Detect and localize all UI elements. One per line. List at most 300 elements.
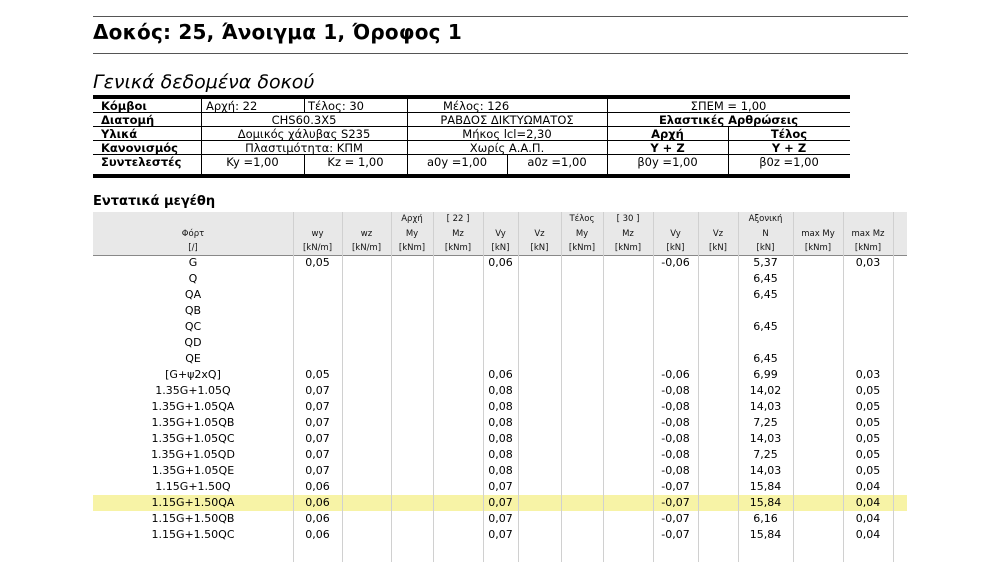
load-case-cell: QE: [185, 352, 201, 365]
value-cell: [603, 511, 653, 527]
results-column-divider: [698, 212, 699, 562]
value-cell: [561, 335, 603, 351]
results-header-cell: wy: [311, 229, 324, 239]
value-cell: [342, 255, 391, 271]
general-divider: [407, 99, 408, 174]
results-header-cell: Φόρτ: [181, 229, 205, 239]
value-cell: [603, 527, 653, 543]
table-row[interactable]: [93, 479, 907, 495]
results-header-cell: wz: [360, 229, 373, 239]
value-cell: [391, 351, 433, 367]
value-cell: [518, 431, 561, 447]
value-cell: 0,08: [488, 464, 513, 477]
general-value: Y + Z: [771, 141, 807, 155]
value-cell: -0,07: [661, 480, 690, 493]
value-cell: [603, 415, 653, 431]
value-cell: [603, 287, 653, 303]
value-cell: [391, 319, 433, 335]
value-cell: 0,07: [305, 448, 330, 461]
value-cell: [793, 495, 843, 511]
value-cell: 0,03: [855, 368, 881, 381]
general-row-materials: [93, 127, 850, 141]
value-cell: -0,07: [661, 512, 690, 525]
general-value: Ελαστικές Αρθρώσεις: [658, 113, 799, 127]
value-cell: 15,84: [749, 528, 782, 541]
general-value: Πλαστιμότητα: ΚΠΜ: [245, 141, 363, 155]
value-cell: [698, 415, 738, 431]
value-cell: [793, 287, 843, 303]
value-cell: [342, 383, 391, 399]
results-header-cell: [kN]: [666, 243, 685, 253]
value-cell: [603, 447, 653, 463]
value-cell: 6,16: [753, 512, 778, 525]
value-cell: [793, 319, 843, 335]
value-cell: 0,06: [305, 528, 330, 541]
results-header: [93, 212, 907, 256]
value-cell: 0,03: [855, 256, 881, 269]
load-case-cell: 1.35G+1.05QE: [151, 464, 235, 477]
value-cell: [391, 335, 433, 351]
results-header-cell: max My: [801, 229, 835, 239]
value-cell: [433, 511, 483, 527]
load-case-cell: [G+ψ2xQ]: [165, 368, 221, 381]
load-case-cell: 1.35G+1.05QD: [151, 448, 235, 461]
results-header-cell: Mz: [622, 229, 634, 239]
results-header-cell: [kN]: [530, 243, 549, 253]
value-cell: [391, 463, 433, 479]
value-cell: [793, 255, 843, 271]
general-label: Κόμβοι: [101, 99, 147, 113]
value-cell: [603, 431, 653, 447]
value-cell: [603, 319, 653, 335]
general-value: ΣΠΕΜ = 1,00: [690, 99, 767, 113]
value-cell: [433, 415, 483, 431]
value-cell: -0,07: [661, 496, 690, 509]
results-header-cell: Αρχή: [401, 214, 423, 224]
value-cell: 7,25: [753, 416, 778, 429]
results-header-cell: Vy: [670, 229, 681, 239]
general-value: Μήκος lcl=2,30: [462, 127, 552, 141]
value-cell: [518, 383, 561, 399]
general-row-factors: [93, 155, 850, 169]
value-cell: [293, 335, 342, 351]
results-column-divider: [293, 212, 294, 562]
value-cell: [391, 303, 433, 319]
results-column-divider: [391, 212, 392, 562]
value-cell: [561, 399, 603, 415]
value-cell: [483, 319, 518, 335]
value-cell: 6,45: [753, 272, 778, 285]
value-cell: [793, 383, 843, 399]
value-cell: [433, 463, 483, 479]
value-cell: [342, 287, 391, 303]
value-cell: 0,08: [488, 432, 513, 445]
value-cell: [561, 447, 603, 463]
value-cell: [698, 447, 738, 463]
value-cell: [793, 415, 843, 431]
value-cell: [518, 415, 561, 431]
value-cell: [793, 367, 843, 383]
value-cell: [518, 287, 561, 303]
value-cell: 0,07: [488, 480, 513, 493]
value-cell: [518, 351, 561, 367]
value-cell: [561, 415, 603, 431]
value-cell: [793, 447, 843, 463]
value-cell: 0,08: [488, 400, 513, 413]
results-column-divider: [653, 212, 654, 562]
results-column-divider: [893, 212, 894, 562]
value-cell: [483, 351, 518, 367]
value-cell: -0,08: [661, 384, 690, 397]
value-cell: [698, 271, 738, 287]
general-value: Kz = 1,00: [327, 155, 384, 169]
value-cell: [391, 367, 433, 383]
general-section-heading: Γενικά δεδομένα δοκού: [93, 71, 315, 93]
value-cell: [433, 495, 483, 511]
value-cell: [342, 319, 391, 335]
load-case-cell: 1.15G+1.50QA: [151, 496, 235, 509]
load-case-cell: G: [188, 256, 198, 269]
value-cell: [793, 463, 843, 479]
value-cell: 6,45: [753, 288, 778, 301]
value-cell: [518, 335, 561, 351]
value-cell: [342, 335, 391, 351]
results-header-cell: [kN]: [709, 243, 727, 253]
value-cell: [293, 303, 342, 319]
value-cell: [738, 303, 793, 319]
value-cell: [698, 399, 738, 415]
value-cell: [483, 287, 518, 303]
table-row[interactable]: [93, 399, 907, 415]
value-cell: [391, 495, 433, 511]
value-cell: [561, 271, 603, 287]
load-case-cell: 1.35G+1.05QB: [151, 416, 235, 429]
value-cell: [793, 271, 843, 287]
value-cell: 0,05: [305, 256, 330, 269]
value-cell: [342, 431, 391, 447]
table-row[interactable]: [93, 335, 907, 351]
value-cell: [698, 255, 738, 271]
value-cell: 0,07: [488, 512, 513, 525]
value-cell: [433, 383, 483, 399]
general-divider: [304, 99, 305, 113]
value-cell: 0,05: [855, 448, 881, 461]
value-cell: [793, 479, 843, 495]
value-cell: 0,06: [305, 512, 330, 525]
top-rule: [93, 16, 908, 17]
value-cell: 0,06: [488, 256, 513, 269]
value-cell: [843, 287, 893, 303]
value-cell: 0,08: [488, 448, 513, 461]
general-value: β0z =1,00: [759, 155, 819, 169]
general-divider: [201, 99, 202, 174]
value-cell: [843, 351, 893, 367]
value-cell: [342, 527, 391, 543]
value-cell: [293, 351, 342, 367]
value-cell: [342, 463, 391, 479]
value-cell: [561, 367, 603, 383]
value-cell: -0,08: [661, 432, 690, 445]
value-cell: [391, 431, 433, 447]
load-case-cell: Q: [188, 272, 198, 285]
value-cell: [433, 431, 483, 447]
value-cell: [518, 303, 561, 319]
value-cell: [653, 335, 698, 351]
value-cell: [843, 335, 893, 351]
general-label: Συντελεστές: [101, 155, 182, 169]
value-cell: 14,03: [749, 400, 782, 413]
value-cell: [561, 319, 603, 335]
table-row[interactable]: [93, 511, 907, 527]
value-cell: [518, 495, 561, 511]
value-cell: [433, 303, 483, 319]
general-value: ΡΑΒΔΟΣ ΔΙΚΤΥΩΜΑΤΟΣ: [440, 113, 574, 127]
value-cell: [518, 447, 561, 463]
value-cell: 0,05: [305, 368, 330, 381]
value-cell: [391, 399, 433, 415]
general-label: Κανονισμός: [101, 141, 178, 155]
value-cell: 0,04: [855, 528, 881, 541]
value-cell: 15,84: [749, 496, 782, 509]
value-cell: [391, 383, 433, 399]
value-cell: [342, 351, 391, 367]
table-row[interactable]: [93, 415, 907, 431]
value-cell: [518, 463, 561, 479]
value-cell: [603, 351, 653, 367]
value-cell: [433, 527, 483, 543]
table-row[interactable]: [93, 383, 907, 399]
table-row[interactable]: [93, 287, 907, 303]
results-header-cell: [ 30 ]: [616, 214, 640, 224]
general-value: a0y =1,00: [426, 155, 488, 169]
value-cell: [793, 431, 843, 447]
value-cell: 0,07: [305, 464, 330, 477]
page-title: Δοκός: 25, Άνοιγμα 1, Όροφος 1: [93, 20, 462, 44]
value-cell: [483, 335, 518, 351]
results-header-cell: Vz: [712, 229, 724, 239]
value-cell: 0,07: [305, 416, 330, 429]
general-divider: [728, 127, 729, 174]
value-cell: [603, 367, 653, 383]
results-column-divider: [843, 212, 844, 562]
value-cell: 0,08: [488, 384, 513, 397]
results-header-cell: [kN]: [756, 243, 775, 253]
value-cell: [603, 479, 653, 495]
value-cell: [843, 271, 893, 287]
value-cell: 0,06: [488, 368, 513, 381]
value-cell: [342, 511, 391, 527]
value-cell: -0,08: [661, 416, 690, 429]
value-cell: 15,84: [749, 480, 782, 493]
results-header-cell: [kNm]: [398, 243, 426, 253]
value-cell: [653, 351, 698, 367]
value-cell: [433, 367, 483, 383]
value-cell: [518, 399, 561, 415]
value-cell: [518, 319, 561, 335]
general-value: Αρχή: 22: [206, 99, 258, 113]
value-cell: 0,05: [855, 432, 881, 445]
value-cell: [561, 287, 603, 303]
table-row[interactable]: [93, 447, 907, 463]
table-row[interactable]: [93, 527, 907, 543]
value-cell: -0,08: [661, 448, 690, 461]
value-cell: [391, 415, 433, 431]
value-cell: 0,04: [855, 512, 881, 525]
results-header-cell: [kNm]: [804, 243, 832, 253]
results-header-cell: [kN]: [491, 243, 510, 253]
value-cell: [698, 463, 738, 479]
value-cell: [391, 511, 433, 527]
value-cell: [603, 383, 653, 399]
general-divider: [607, 99, 608, 174]
table-row[interactable]: [93, 271, 907, 287]
value-cell: [561, 431, 603, 447]
value-cell: 5,37: [753, 256, 778, 269]
value-cell: [698, 367, 738, 383]
load-case-cell: 1.15G+1.50QB: [151, 512, 235, 525]
value-cell: 6,99: [753, 368, 778, 381]
value-cell: -0,08: [661, 464, 690, 477]
value-cell: [518, 479, 561, 495]
value-cell: [433, 447, 483, 463]
value-cell: [342, 399, 391, 415]
value-cell: 6,45: [753, 320, 778, 333]
results-header-cell: [kN/m]: [351, 243, 382, 253]
results-section-heading: Εντατικά μεγέθη: [93, 194, 216, 209]
value-cell: [342, 495, 391, 511]
value-cell: [342, 447, 391, 463]
value-cell: [561, 351, 603, 367]
general-value: Μέλος: 126: [443, 99, 510, 113]
general-row-section: [93, 113, 850, 127]
value-cell: 14,03: [749, 432, 782, 445]
title-rule: [93, 53, 908, 54]
value-cell: [698, 383, 738, 399]
value-cell: [433, 399, 483, 415]
value-cell: [603, 495, 653, 511]
load-case-cell: 1.35G+1.05QA: [151, 400, 235, 413]
value-cell: 0,07: [305, 384, 330, 397]
value-cell: [483, 271, 518, 287]
table-row[interactable]: [93, 319, 907, 335]
value-cell: 0,05: [855, 384, 881, 397]
value-cell: [561, 479, 603, 495]
results-column-divider: [433, 212, 434, 562]
value-cell: [603, 255, 653, 271]
general-row-nodes: [93, 99, 850, 113]
results-header-cell: Τέλος: [569, 214, 595, 224]
value-cell: 0,06: [305, 496, 330, 509]
value-cell: [561, 511, 603, 527]
results-header-cell: [kNm]: [568, 243, 596, 253]
table-row[interactable]: [93, 463, 907, 479]
value-cell: [518, 367, 561, 383]
value-cell: [391, 271, 433, 287]
results-column-divider: [793, 212, 794, 562]
value-cell: [342, 415, 391, 431]
value-cell: [483, 303, 518, 319]
table-row[interactable]: [93, 367, 907, 383]
value-cell: [391, 447, 433, 463]
value-cell: 0,07: [305, 400, 330, 413]
table-row[interactable]: [93, 495, 907, 511]
value-cell: 0,05: [855, 464, 881, 477]
value-cell: [391, 479, 433, 495]
value-cell: [603, 335, 653, 351]
value-cell: [433, 271, 483, 287]
value-cell: [561, 495, 603, 511]
table-row[interactable]: [93, 431, 907, 447]
load-case-cell: QD: [184, 336, 202, 349]
value-cell: [698, 495, 738, 511]
value-cell: [391, 287, 433, 303]
value-cell: [603, 303, 653, 319]
value-cell: [738, 335, 793, 351]
results-column-divider: [603, 212, 604, 562]
load-case-cell: QA: [184, 288, 202, 301]
results-header-cell: N: [762, 229, 769, 239]
results-header-cell: max Mz: [851, 229, 885, 239]
value-cell: 0,07: [488, 528, 513, 541]
value-cell: [518, 527, 561, 543]
value-cell: [342, 271, 391, 287]
general-value: Ky =1,00: [226, 155, 279, 169]
load-case-cell: 1.15G+1.50Q: [155, 480, 231, 493]
results-column-divider: [738, 212, 739, 562]
general-divider: [507, 155, 508, 174]
table-row[interactable]: [93, 351, 907, 367]
value-cell: [698, 287, 738, 303]
table-row[interactable]: [93, 303, 907, 319]
value-cell: [698, 303, 738, 319]
value-cell: 0,07: [488, 496, 513, 509]
value-cell: [793, 335, 843, 351]
value-cell: -0,06: [661, 368, 690, 381]
value-cell: [433, 319, 483, 335]
general-row-code: [93, 141, 850, 155]
value-cell: 0,05: [855, 400, 881, 413]
value-cell: 14,02: [749, 384, 782, 397]
value-cell: [698, 335, 738, 351]
load-case-cell: 1.35G+1.05QC: [151, 432, 235, 445]
value-cell: [561, 527, 603, 543]
results-header-cell: [kNm]: [444, 243, 472, 253]
value-cell: 0,05: [855, 416, 881, 429]
table-row[interactable]: [93, 255, 907, 271]
load-case-cell: 1.35G+1.05Q: [155, 384, 231, 397]
value-cell: [342, 303, 391, 319]
value-cell: [698, 351, 738, 367]
value-cell: [433, 351, 483, 367]
value-cell: [561, 303, 603, 319]
general-value: CHS60.3X5: [271, 113, 337, 127]
value-cell: [698, 479, 738, 495]
general-value: Χωρίς Α.Α.Π.: [469, 141, 545, 155]
value-cell: 0,07: [305, 432, 330, 445]
value-cell: [342, 367, 391, 383]
value-cell: [843, 319, 893, 335]
results-header-cell: My: [405, 229, 419, 239]
general-value: β0y =1,00: [637, 155, 698, 169]
general-label: Διατομή: [101, 113, 155, 127]
general-value: Αρχή: [651, 127, 684, 141]
results-header-cell: [kNm]: [614, 243, 642, 253]
results-header-cell: [/]: [188, 243, 198, 253]
results-header-cell: [ 22 ]: [446, 214, 470, 224]
value-cell: [603, 399, 653, 415]
value-cell: [518, 255, 561, 271]
value-cell: [518, 271, 561, 287]
